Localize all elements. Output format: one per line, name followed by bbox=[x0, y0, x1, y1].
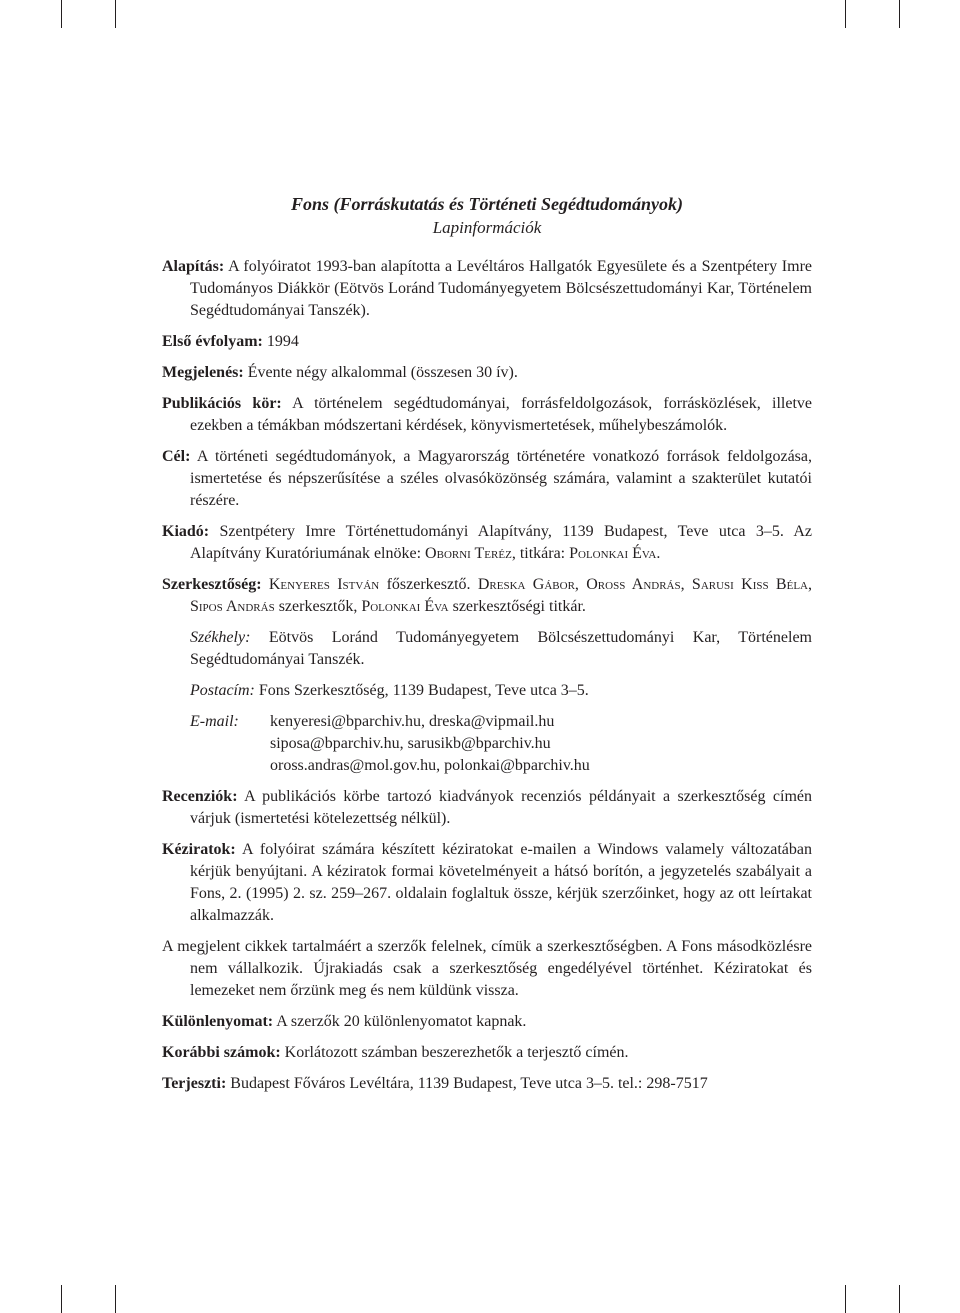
entry-alapitas bbox=[162, 256, 812, 322]
entry-recenziok bbox=[162, 786, 812, 830]
entry-text: Évente négy alkalommal (összesen 30 ív). bbox=[247, 364, 518, 381]
entry-label: Publikációs kör: bbox=[162, 395, 282, 412]
entry-label: Kéziratok: bbox=[162, 841, 236, 858]
entry-text: szerkesztőségi titkár. bbox=[452, 598, 586, 615]
person-name: Kenyeres István bbox=[268, 576, 380, 593]
entry-megjelenes bbox=[162, 362, 812, 384]
entry-text: főszerkesztő. bbox=[386, 576, 471, 593]
entry-publikacios-kor bbox=[162, 393, 812, 437]
entry-label: Első évfolyam: bbox=[162, 333, 263, 350]
email-line: kenyeresi@bparchiv.hu, dreska@vipmail.hu bbox=[270, 713, 555, 730]
entry-text: Az Alapítvány Kuratóriumának elnöke: bbox=[190, 523, 812, 562]
entry-label: Kiadó: bbox=[162, 523, 210, 540]
entry-label: E-mail: bbox=[190, 713, 239, 730]
entry-label: Alapítás: bbox=[162, 258, 225, 275]
crop-mark bbox=[845, 0, 846, 28]
entry-terjeszti bbox=[162, 1073, 812, 1095]
person-name: Polonkai Éva bbox=[361, 598, 449, 615]
entry-label: Különlenyomat: bbox=[162, 1013, 274, 1030]
entry-label: Megjelenés: bbox=[162, 364, 244, 381]
entry-keziratok bbox=[162, 839, 812, 927]
entry-postacim bbox=[162, 680, 812, 702]
entry-text: A megjelent cikkek tartalmáért a szerzők felelnek, címük a szerkesztőségben. A Fons másodközlésre nem vállalkozik. Újrakiadás csak a szerkesztőség engedélyével történhet. Kéziratokat és lemezeket nem őrzünk meg és nem küldünk vissza. bbox=[162, 938, 812, 999]
entry-email bbox=[162, 711, 812, 777]
page-content bbox=[162, 192, 812, 1104]
entry-kiado bbox=[162, 521, 812, 565]
page-subtitle: Lapinformációk bbox=[432, 218, 542, 237]
person-name: Dreska Gábor, Oross András, Sarusi Kiss Béla, Sipos András bbox=[190, 576, 812, 615]
entry-kulonlenyomat bbox=[162, 1011, 812, 1033]
entry-text: A történelem segédtudományai, forrásfeldolgozások, forrásközlések, illetve ezekben a témákban módszertani kérdések, könyvismertetések, műhelybeszámolók. bbox=[190, 395, 812, 434]
email-line: oross.andras@mol.gov.hu, polonkai@bparchiv.hu bbox=[270, 757, 590, 774]
entry-korabbi-szamok bbox=[162, 1042, 812, 1064]
crop-mark bbox=[899, 0, 900, 28]
person-name: Polonkai Éva bbox=[569, 545, 657, 562]
entry-label: Terjeszti: bbox=[162, 1075, 227, 1092]
entry-text: , titkára: bbox=[511, 545, 566, 562]
entry-text: . bbox=[656, 545, 661, 562]
entry-text: Budapest Főváros Levéltára, 1139 Budapest, Teve utca 3–5. tel.: 298-7517 bbox=[230, 1075, 708, 1092]
entry-szekhely bbox=[162, 627, 812, 671]
entry-text: Fons Szerkesztőség, 1139 Budapest, Teve utca 3–5. bbox=[258, 682, 589, 699]
email-line: siposa@bparchiv.hu, sarusikb@bparchiv.hu bbox=[270, 735, 551, 752]
entry-cel bbox=[162, 446, 812, 512]
entry-felelosseg bbox=[162, 936, 812, 1002]
entry-text: A szerzők 20 különlenyomatot kapnak. bbox=[276, 1013, 527, 1030]
entry-text: A folyóiratot 1993-ban alapította a Levéltáros Hallgatók Egyesülete és a Szentpétery Imre Tudományos Diákkör (Eötvös Loránd Tudományegyetem Bölcsészettudományi Kar, Történelem Segédtudományai Tanszék). bbox=[190, 258, 812, 319]
entry-label: Recenziók: bbox=[162, 788, 238, 805]
entry-text: Eötvös Loránd Tudományegyetem Bölcsészettudományi Kar, Történelem Segédtudományai Tanszék. bbox=[190, 629, 812, 668]
crop-mark bbox=[115, 0, 116, 28]
entry-text: A publikációs körbe tartozó kiadványok recenziós példányait a szerkesztőség címén várjuk (ismertetési kötelezettség nélkül). bbox=[190, 788, 813, 827]
entry-szerkesztoseg bbox=[162, 574, 812, 618]
crop-mark bbox=[61, 1285, 62, 1313]
crop-mark bbox=[61, 0, 62, 28]
crop-mark bbox=[899, 1285, 900, 1313]
person-name: Oborni Teréz bbox=[425, 545, 512, 562]
entry-text: szerkesztők, bbox=[278, 598, 358, 615]
email-list bbox=[270, 711, 590, 777]
entry-elso-evfolyam bbox=[162, 331, 812, 353]
entry-label: Szerkesztőség: bbox=[162, 576, 262, 593]
entry-label: Székhely: bbox=[190, 629, 251, 646]
entry-label: Korábbi számok: bbox=[162, 1044, 281, 1061]
entry-label: Postacím: bbox=[190, 682, 255, 699]
entry-text: 1994 bbox=[266, 333, 299, 350]
page-title: Fons (Forráskutatás és Történeti Segédtudományok) bbox=[290, 194, 684, 214]
entry-text: A folyóirat számára készített kéziratokat e-mailen a Windows valamely változatában kérjük benyújtani. A kéziratok formai követelményeit a hátsó borítón, a jegyzetelés szabályait a Fons, 2. (1995) 2. sz. 259–267. oldalain foglaltuk össze, kérjük szerzőinket, hogy az ott leírtakat alkalmazzák. bbox=[190, 841, 812, 924]
entry-text: Szentpétery Imre Történettudományi Alapítvány, 1139 Budapest, Teve utca 3–5. bbox=[219, 523, 784, 540]
crop-mark bbox=[115, 1285, 116, 1313]
entry-text: Korlátozott számban beszerezhetők a terjesztő címén. bbox=[284, 1044, 629, 1061]
entry-label: Cél: bbox=[162, 448, 191, 465]
entry-text: A történeti segédtudományok, a Magyarország történetére vonatkozó források feldolgozása, ismertetése és népszerűsítése a széles olvasóközönség számára, valamint a szakterület kutatói részére. bbox=[190, 448, 813, 509]
crop-mark bbox=[845, 1285, 846, 1313]
